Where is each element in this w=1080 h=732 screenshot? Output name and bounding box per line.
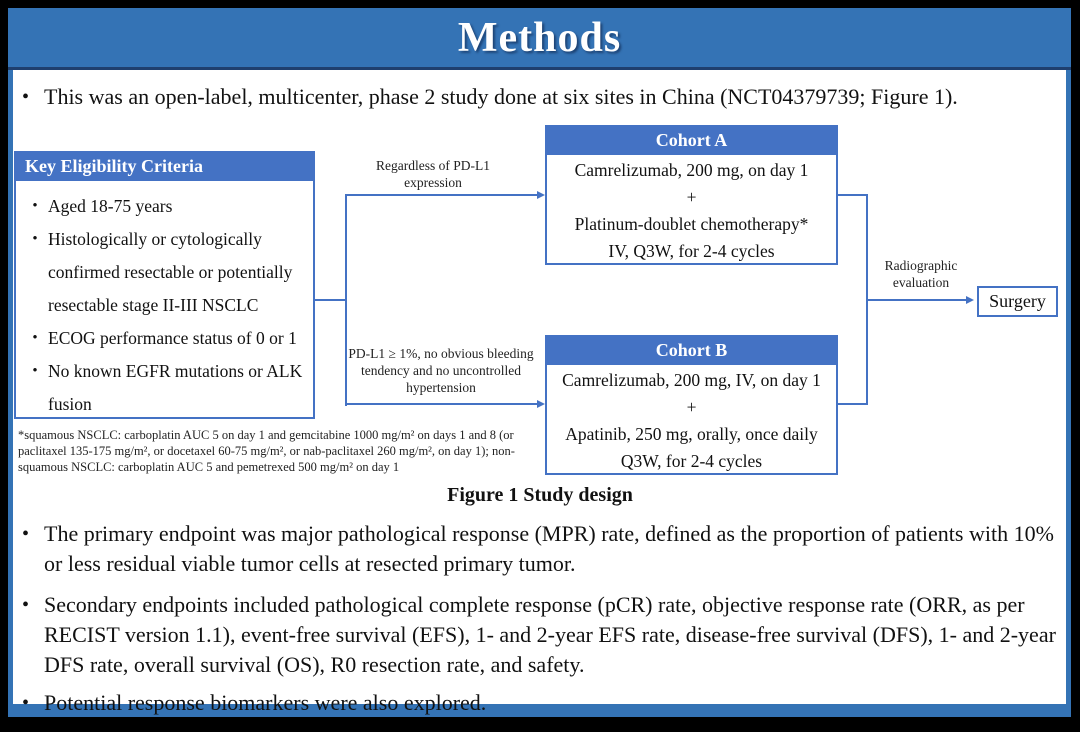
arrowhead-surgery-icon xyxy=(966,296,974,304)
connector-branch-vertical xyxy=(345,194,347,406)
branch-label-cohort-a: Regardless of PD-L1 expression xyxy=(376,158,490,190)
list-item: • ECOG performance status of 0 or 1 xyxy=(22,322,307,355)
connector-to-surgery xyxy=(866,299,966,301)
cohort-b-header: Cohort B xyxy=(547,337,836,365)
bullet-icon: • xyxy=(32,231,38,247)
list-item: • Aged 18-75 years xyxy=(22,190,307,223)
eligibility-box xyxy=(14,151,315,419)
bullet-icon: • xyxy=(32,198,38,214)
bullet-icon: • xyxy=(22,692,30,714)
radiographic-evaluation-label: Radiographic evaluation xyxy=(884,258,958,290)
connector-cohort-b-out xyxy=(838,403,868,405)
cohort-a-header: Cohort A xyxy=(547,127,836,155)
surgery-box: Surgery xyxy=(977,286,1058,317)
arrowhead-cohort-b-icon xyxy=(537,400,545,408)
branch-label-cohort-b: PD-L1 ≥ 1%, no obvious bleeding tendency and no uncontrolled hypertension xyxy=(348,346,534,395)
list-item: • Histologically or cytologically confirmed resectable or potentially resectable stage II-III NSCLC xyxy=(22,223,307,322)
secondary-endpoints-bullet: • Secondary endpoints included pathological complete response (pCR) rate, objective response rate (ORR, as per RECIST version 1.1), event-free survival (EFS), 1- and 2-year EFS rate, disease-free survival (DFS), 1- and 2-year DFS rate, overall survival (OS), R0 resection rate, and safety. xyxy=(22,590,1062,680)
bullet-icon: • xyxy=(22,86,30,108)
biomarkers-bullet: • Potential response biomarkers were also explored. xyxy=(22,688,1022,718)
connector-to-cohort-a xyxy=(345,194,537,196)
primary-endpoint-bullet: • The primary endpoint was major pathological response (MPR) rate, defined as the proportion of patients with 10% or less residual viable tumor cells at resected primary tumor. xyxy=(22,519,1056,579)
bullet-icon: • xyxy=(22,523,30,545)
bullet-icon: • xyxy=(22,594,30,616)
figure-caption: Figure 1 Study design xyxy=(447,484,633,506)
figure-footnote: *squamous NSCLC: carboplatin AUC 5 on day 1 and gemcitabine 1000 mg/m² on days 1 and 8 (or paclitaxel 135-175 mg/m², or docetaxel 60-75 mg/m², or nab-paclitaxel 260 mg/m², on day 1); non-squamous NSCLC: carboplatin AUC 5 and pemetrexed 500 mg/m² on day 1 xyxy=(18,428,515,474)
connector-to-cohort-b xyxy=(345,403,537,405)
cohort-a-body: Camrelizumab, 200 mg, on day 1 + Platinum-doublet chemotherapy* IV, Q3W, for 2-4 cycles xyxy=(574,160,809,261)
intro-bullet-text: This was an open-label, multicenter, phase 2 study done at six sites in China (NCT04379739; Figure 1). xyxy=(44,84,958,109)
bullet-icon: • xyxy=(32,330,38,346)
eligibility-list xyxy=(16,181,313,421)
bullet-icon: • xyxy=(32,363,38,379)
connector-eligibility-out xyxy=(315,299,347,301)
arrowhead-cohort-a-icon xyxy=(537,191,545,199)
page-title: Methods xyxy=(457,14,622,61)
cohort-a-box xyxy=(545,125,838,265)
cohort-b-body: Camrelizumab, 200 mg, IV, on day 1 + Apatinib, 250 mg, orally, once daily Q3W, for 2-4 cycles xyxy=(562,370,821,471)
cohort-b-box xyxy=(545,335,838,475)
connector-cohort-a-out xyxy=(838,194,868,196)
list-item: • No known EGFR mutations or ALK fusion xyxy=(22,355,307,421)
eligibility-header: Key Eligibility Criteria xyxy=(16,153,313,181)
title-bar xyxy=(8,8,1071,70)
intro-bullet xyxy=(22,82,1058,112)
